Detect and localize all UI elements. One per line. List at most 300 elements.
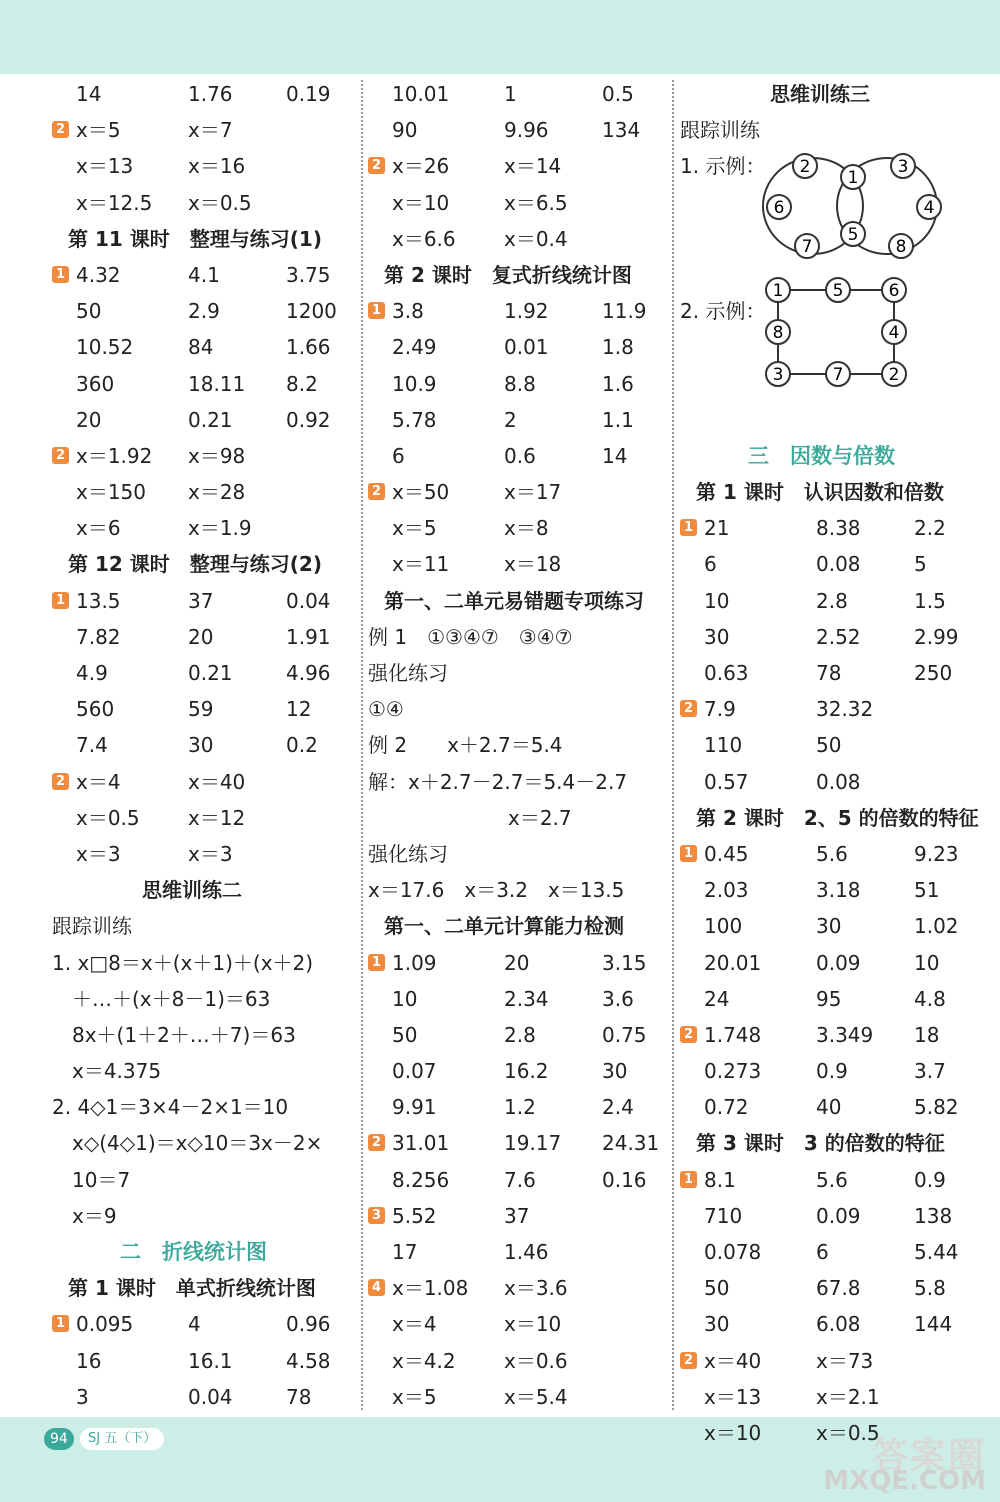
answer-value: 2.52 (816, 624, 861, 649)
lesson-heading: 第 2 课时 2、5 的倍数的特征 (696, 805, 979, 830)
answer-row (52, 438, 352, 474)
answer-value: 2.49 (392, 335, 437, 360)
answer-value: x＝73 (816, 1348, 874, 1373)
diagram-node (841, 165, 865, 189)
answer-value: 4.1 (188, 262, 220, 287)
answer-text: 例 1 ①③④⑦ ③④⑦ (368, 624, 573, 649)
answer-value: 0.45 (704, 841, 749, 866)
column-divider-1 (361, 80, 363, 1410)
answer-row (368, 329, 664, 365)
answer-value: 4.9 (76, 661, 108, 685)
answer-value: 2.34 (504, 986, 549, 1011)
svg-text:4: 4 (888, 323, 900, 343)
answer-value: 0.04 (188, 1384, 233, 1409)
lesson-heading: 思维训练三 (770, 82, 870, 106)
watermark-logo: 答案圈 (871, 1436, 986, 1477)
answer-row (680, 1270, 980, 1306)
answer-value: 2.8 (504, 1022, 536, 1047)
answer-row (368, 1306, 664, 1342)
answer-text: 2. 4◇1＝3×4－2×1＝10 (52, 1095, 289, 1120)
answer-value: x＝16 (188, 154, 246, 179)
svg-text:2: 2 (888, 365, 900, 385)
answer-row (368, 1270, 664, 1306)
answer-row (368, 1234, 664, 1270)
answer-value: 67.8 (816, 1276, 861, 1301)
question-number-badge: 2 (368, 157, 385, 174)
answer-value: x＝1.92 (76, 443, 153, 468)
answer-row (368, 366, 664, 402)
question-number-badge: 2 (52, 773, 69, 790)
answer-value: 0.6 (504, 443, 536, 468)
answer-value: x＝0.4 (504, 226, 568, 251)
answer-value: 24 (704, 986, 730, 1011)
answer-value: x＝26 (392, 154, 450, 179)
answer-value: 560 (76, 697, 115, 722)
answer-value: 0.07 (392, 1059, 437, 1084)
answer-row (368, 510, 664, 546)
answer-value: 0.19 (286, 82, 331, 106)
answer-value: 0.21 (188, 407, 233, 432)
answer-row (680, 1089, 980, 1125)
question-number-badge: 2 (680, 1352, 697, 1369)
question-number-badge: 2 (368, 483, 385, 500)
lesson-heading: 思维训练二 (142, 878, 242, 903)
answer-text: ＋…＋(x＋8－1)＝63 (52, 986, 271, 1011)
answer-row (680, 510, 980, 546)
answer-value: 144 (914, 1312, 953, 1337)
answer-value: 8.256 (392, 1167, 450, 1192)
answer-value: 0.08 (816, 552, 861, 577)
answer-row (680, 764, 980, 800)
answer-row (368, 1162, 664, 1198)
answer-value: 50 (816, 733, 842, 758)
answer-value: 6.08 (816, 1312, 861, 1337)
answer-value: 30 (704, 624, 730, 649)
answer-text: 例 2 x＋2.7＝5.4 (368, 733, 563, 758)
answer-row (680, 1198, 980, 1234)
answer-value: 1.92 (504, 299, 549, 324)
svg-text:7: 7 (832, 365, 844, 385)
answer-value: x＝18 (504, 552, 562, 577)
diagram-node (766, 362, 790, 386)
diagram-node (826, 362, 850, 386)
answer-value: 5.6 (816, 1167, 848, 1192)
answer-value: x＝3 (76, 841, 121, 866)
answer-value: 8.1 (704, 1167, 736, 1192)
answer-value: 8.38 (816, 516, 861, 541)
answer-value: 37 (504, 1203, 530, 1228)
svg-text:7: 7 (801, 237, 813, 257)
answer-value: 95 (816, 986, 842, 1011)
answer-value: 59 (188, 697, 214, 722)
question-number-badge: 3 (368, 1207, 385, 1224)
answer-text: 8x＋(1＋2＋…＋7)＝63 (52, 1022, 296, 1047)
svg-text:4: 4 (923, 198, 935, 218)
answer-value: 18.11 (188, 371, 246, 396)
answer-value: 20 (76, 407, 102, 432)
answer-value: 19.17 (504, 1131, 562, 1156)
answer-value: 1.2 (504, 1095, 536, 1120)
answer-value: 78 (286, 1384, 312, 1409)
square-diagram (760, 275, 910, 390)
answer-row (680, 619, 980, 655)
answer-value: 9.96 (504, 118, 549, 143)
answer-row (368, 293, 664, 329)
answer-text: 跟踪训练 (52, 914, 132, 939)
answer-row (52, 1379, 352, 1415)
diagram-node (826, 278, 850, 302)
answer-row (368, 1379, 664, 1415)
answer-value: 5.82 (914, 1095, 959, 1120)
answer-value: 17 (392, 1240, 418, 1264)
answer-value: x＝40 (704, 1348, 762, 1373)
answer-row (368, 945, 664, 981)
answer-value: x＝0.5 (816, 1420, 880, 1445)
answer-value: x＝0.5 (188, 190, 252, 215)
answer-row (368, 1198, 664, 1234)
answer-row (52, 764, 352, 800)
answer-value: 51 (914, 878, 940, 903)
answer-value: 16.1 (188, 1348, 233, 1373)
answer-value: 6 (816, 1240, 829, 1264)
linked-circles-diagram (755, 150, 945, 262)
answer-text: ①④ (368, 697, 404, 722)
answer-value: 0.21 (188, 661, 233, 685)
diagram-node (882, 320, 906, 344)
answer-value: 9.91 (392, 1095, 437, 1120)
answer-row (52, 691, 352, 727)
answer-row (52, 366, 352, 402)
answer-row (680, 981, 980, 1017)
answer-value: 7.82 (76, 624, 121, 649)
answer-row (368, 981, 664, 1017)
answer-value: 4.8 (914, 986, 946, 1011)
answer-row (52, 510, 352, 546)
answer-value: x＝98 (188, 443, 246, 468)
answer-value: 5 (914, 552, 927, 577)
answer-value: 8.2 (286, 371, 318, 396)
question-number-badge: 1 (52, 592, 69, 609)
diagram-node (793, 154, 817, 178)
answer-row (680, 1343, 980, 1379)
answer-row (52, 800, 352, 836)
answer-value: 20.01 (704, 950, 762, 975)
lesson-heading: 第 11 课时 整理与练习(1) (68, 226, 322, 251)
answer-value: 0.92 (286, 407, 331, 432)
svg-text:5: 5 (847, 225, 859, 245)
answer-value: 3.15 (602, 950, 647, 975)
answer-value: 3.7 (914, 1059, 946, 1084)
answer-value: x＝50 (392, 480, 450, 505)
answer-value: x＝10 (392, 190, 450, 215)
answer-value: 4.32 (76, 262, 121, 287)
question-number-badge: 4 (368, 1279, 385, 1296)
answer-value: 5.6 (816, 841, 848, 866)
answer-value: 1.46 (504, 1240, 549, 1264)
answer-row (368, 1017, 664, 1053)
answer-value: 0.5 (602, 82, 634, 106)
answer-text: 2. 示例： (680, 299, 766, 324)
answer-value: x＝5.4 (504, 1384, 568, 1409)
answer-text: 1. x□8＝x＋(x＋1)＋(x＋2) (52, 950, 314, 975)
answer-row (368, 112, 664, 148)
diagram-node (882, 362, 906, 386)
answer-value: 14 (76, 82, 102, 106)
answer-value: 100 (704, 914, 743, 939)
answer-value: 3 (76, 1384, 89, 1409)
answer-value: 0.72 (704, 1095, 749, 1120)
answer-value: 2 (504, 407, 517, 432)
answer-value: 1.8 (602, 335, 634, 360)
answer-value: 21 (704, 516, 730, 541)
answer-value: 4.96 (286, 661, 331, 685)
answer-value: 0.63 (704, 661, 749, 685)
diagram-node (766, 278, 790, 302)
page-number: 94 (44, 1428, 74, 1450)
svg-text:6: 6 (888, 281, 900, 301)
answer-value: x＝28 (188, 480, 246, 505)
svg-text:8: 8 (772, 323, 784, 343)
answer-value: 0.96 (286, 1312, 331, 1337)
answer-text: x＝2.7 (368, 805, 572, 830)
answer-value: 10.9 (392, 371, 437, 396)
answer-value: 16 (76, 1348, 102, 1373)
answer-value: 10.52 (76, 335, 134, 360)
answer-value: 50 (392, 1022, 418, 1047)
answer-value: x＝0.5 (76, 805, 140, 830)
answer-value: 50 (704, 1276, 730, 1301)
answer-row (680, 908, 980, 944)
answer-value: 84 (188, 335, 214, 360)
answer-value: 30 (602, 1059, 628, 1084)
answer-row (52, 329, 352, 365)
answer-value: 0.273 (704, 1059, 762, 1084)
answer-value: 1.91 (286, 624, 331, 649)
svg-text:3: 3 (772, 365, 784, 385)
answer-row (680, 655, 980, 691)
answer-value: 1.748 (704, 1022, 762, 1047)
answer-value: 1200 (286, 299, 337, 324)
answer-text: x＝17.6 x＝3.2 x＝13.5 (368, 878, 625, 903)
lesson-heading: 第一、二单元计算能力检测 (384, 914, 624, 939)
question-number-badge: 2 (368, 1134, 385, 1151)
answer-value: 10 (392, 986, 418, 1011)
svg-text:2: 2 (799, 157, 811, 177)
diagram-node (795, 234, 819, 258)
question-number-badge: 1 (680, 845, 697, 862)
answer-value: 8.8 (504, 371, 536, 396)
lesson-heading: 第 1 课时 单式折线统计图 (68, 1276, 316, 1301)
answer-value: 1.76 (188, 82, 233, 106)
diagram-node (882, 278, 906, 302)
lesson-heading: 第一、二单元易错题专项练习 (384, 588, 644, 613)
diagram-node (889, 234, 913, 258)
svg-text:6: 6 (773, 198, 785, 218)
answer-row (368, 546, 664, 582)
answer-row (52, 583, 352, 619)
answer-value: 37 (188, 588, 214, 613)
answer-value: 1.1 (602, 407, 634, 432)
lesson-heading: 第 2 课时 复式折线统计图 (384, 262, 632, 287)
answer-text: 强化练习 (368, 661, 448, 685)
answer-row (368, 1125, 664, 1161)
spacer (680, 402, 980, 438)
answer-value: 7.9 (704, 697, 736, 722)
answer-row (680, 583, 980, 619)
answer-value: 5.52 (392, 1203, 437, 1228)
answer-value: 0.75 (602, 1022, 647, 1047)
answer-column-2 (368, 76, 664, 1415)
answer-row (52, 655, 352, 691)
answer-row (368, 474, 664, 510)
answer-column-1 (52, 76, 352, 1415)
answer-text: x◇(4◇1)＝x◇10＝3x－2× (52, 1131, 323, 1156)
answer-value: x＝10 (504, 1312, 562, 1337)
answer-row (368, 1089, 664, 1125)
answer-row (52, 185, 352, 221)
answer-value: 1.66 (286, 335, 331, 360)
answer-value: x＝150 (76, 480, 147, 505)
svg-text:8: 8 (895, 237, 907, 257)
diagram-node (917, 195, 941, 219)
answer-value: x＝6.5 (504, 190, 568, 215)
svg-text:1: 1 (772, 281, 784, 301)
answer-value: 2.4 (602, 1095, 634, 1120)
lesson-heading: 第 3 课时 3 的倍数的特征 (696, 1131, 945, 1156)
answer-value: 6 (704, 552, 717, 577)
diagram-node (766, 320, 790, 344)
answer-value: 3.6 (602, 986, 634, 1011)
answer-row (680, 1017, 980, 1053)
answer-value: x＝4 (392, 1312, 437, 1337)
answer-value: 24.31 (602, 1131, 660, 1156)
answer-value: 1.6 (602, 371, 634, 396)
answer-value: 31.01 (392, 1131, 450, 1156)
answer-value: 6 (392, 443, 405, 468)
answer-value: x＝2.1 (816, 1384, 880, 1409)
top-band (0, 0, 1000, 74)
answer-value: x＝14 (504, 154, 562, 179)
book-label: SJ 五（下） (80, 1428, 164, 1450)
svg-text:3: 3 (897, 157, 909, 177)
answer-text: 跟踪训练 (680, 118, 760, 143)
answer-value: 1.5 (914, 588, 946, 613)
answer-row (680, 546, 980, 582)
answer-value: 5.78 (392, 407, 437, 432)
answer-value: 1.02 (914, 914, 959, 939)
answer-row (680, 836, 980, 872)
answer-value: x＝3 (188, 841, 233, 866)
answer-value: 0.2 (286, 733, 318, 758)
question-number-badge: 2 (680, 1026, 697, 1043)
answer-value: x＝4 (76, 769, 121, 794)
answer-value: x＝12.5 (76, 190, 153, 215)
answer-row (52, 148, 352, 184)
answer-value: 9.23 (914, 841, 959, 866)
answer-row (368, 1343, 664, 1379)
diagram-node (767, 195, 791, 219)
answer-value: x＝13 (704, 1384, 762, 1409)
question-number-badge: 1 (680, 1171, 697, 1188)
answer-value: 10.01 (392, 82, 450, 106)
answer-value: 30 (704, 1312, 730, 1337)
answer-value: x＝5 (392, 1384, 437, 1409)
answer-value: 14 (602, 443, 628, 468)
unit-heading: 三 因数与倍数 (748, 443, 895, 468)
answer-value: x＝0.6 (504, 1348, 568, 1373)
answer-value: 2.99 (914, 624, 959, 649)
answer-value: x＝4.2 (392, 1348, 456, 1373)
answer-value: 13.5 (76, 588, 121, 613)
answer-value: x＝40 (188, 769, 246, 794)
answer-value: 138 (914, 1203, 953, 1228)
answer-value: 2.03 (704, 878, 749, 903)
answer-row (368, 185, 664, 221)
question-number-badge: 1 (52, 266, 69, 283)
answer-row (52, 619, 352, 655)
answer-row (368, 148, 664, 184)
answer-value: 40 (816, 1095, 842, 1120)
lesson-heading: 第 12 课时 整理与练习(2) (68, 552, 322, 577)
answer-row (680, 1306, 980, 1342)
svg-text:1: 1 (847, 168, 859, 188)
answer-value: 710 (704, 1203, 743, 1228)
answer-value: 30 (816, 914, 842, 939)
answer-value: x＝6.6 (392, 226, 456, 251)
answer-value: x＝1.08 (392, 1276, 469, 1301)
answer-value: 20 (504, 950, 530, 975)
answer-value: 0.57 (704, 769, 749, 794)
answer-value: 7.6 (504, 1167, 536, 1192)
answer-value: 5.44 (914, 1240, 959, 1264)
answer-value: 0.16 (602, 1167, 647, 1192)
answer-text: 解：x＋2.7－2.7＝5.4－2.7 (368, 769, 628, 794)
question-number-badge: 2 (52, 447, 69, 464)
answer-row (368, 438, 664, 474)
answer-row (680, 1379, 980, 1415)
answer-row (52, 1306, 352, 1342)
answer-value: x＝1.9 (188, 516, 252, 541)
answer-row (368, 1053, 664, 1089)
answer-row (52, 402, 352, 438)
answer-value: 50 (76, 299, 102, 324)
answer-value: 134 (602, 118, 641, 143)
answer-value: 18 (914, 1022, 940, 1047)
answer-value: 0.04 (286, 588, 331, 613)
answer-text: x＝4.375 (52, 1059, 162, 1084)
answer-value: 3.8 (392, 299, 424, 324)
answer-value: 1.09 (392, 950, 437, 975)
question-number-badge: 1 (368, 302, 385, 319)
answer-row (52, 112, 352, 148)
answer-value: 250 (914, 661, 953, 685)
question-number-badge: 1 (52, 1315, 69, 1332)
answer-value: 78 (816, 661, 842, 685)
question-number-badge: 1 (680, 519, 697, 536)
answer-value: x＝11 (392, 552, 450, 577)
answer-value: 16.2 (504, 1059, 549, 1084)
answer-row (368, 76, 664, 112)
question-number-badge: 2 (52, 121, 69, 138)
answer-text: x＝9 (52, 1203, 117, 1228)
answer-value: x＝5 (392, 516, 437, 541)
answer-value: x＝7 (188, 118, 233, 143)
answer-value: 90 (392, 118, 418, 143)
answer-value: 30 (188, 733, 214, 758)
answer-row (52, 76, 352, 112)
answer-value: 0.01 (504, 335, 549, 360)
answer-row (52, 257, 352, 293)
